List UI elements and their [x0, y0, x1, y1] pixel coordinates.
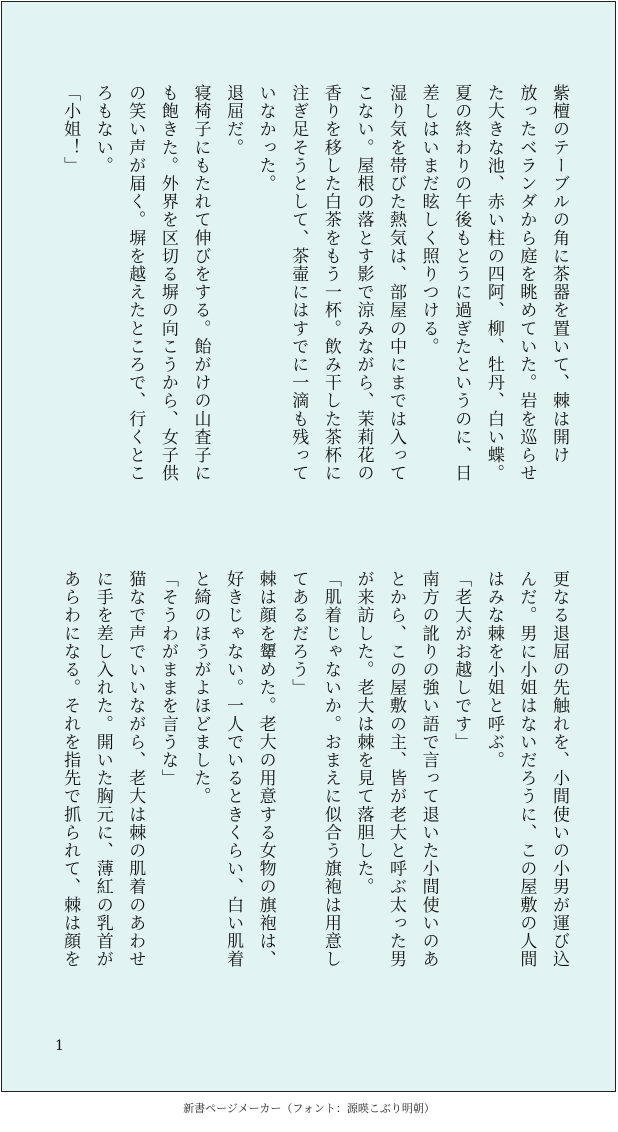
text-line: の笑い声が届く。塀を越えたところで、行くとこ	[125, 84, 146, 483]
text-line: 寝椅子にもたれて伸びをする。飴がけの山査子に	[190, 84, 211, 483]
top-text-block	[54, 84, 576, 534]
text-line: 紫檀のテーブルの角に茶器を置いて、棘は開け	[549, 84, 569, 465]
text-line: こない。屋根の落とす影で涼みながら、茉莉花の	[353, 84, 374, 483]
text-line: に手を差し入れた。開いた胸元に、薄紅の乳首が	[92, 570, 113, 969]
text-line: あらわになる。それを指先で抓られて、棘は顔を	[60, 570, 81, 969]
text-line: が来訪した。老大は棘を見て落胆した。	[353, 570, 374, 896]
text-line: 「老大がお越しです」	[451, 570, 472, 751]
text-line: 南方の訛りの強い語で言って退いた小間使いのあ	[418, 570, 439, 969]
text-line: た大きな池、赤い柱の四阿、柳、牡丹、白い蝶。	[483, 84, 504, 483]
text-line: いなかった。	[255, 84, 276, 193]
text-line: 香りを移した白茶をもう一杯。飲み干した茶杯に	[320, 84, 341, 483]
text-line: 放ったベランダから庭を眺めていた。岩を巡らせ	[516, 84, 537, 483]
page-number: 1	[55, 1038, 64, 1054]
footer-caption: 新書ページメーカー（フォント：源暎こぶり明朝）	[183, 1102, 435, 1115]
text-line: 夏の終わりの午後もとうに過ぎたというのに、日	[451, 84, 472, 483]
text-line: てあるだろう」	[288, 570, 309, 697]
bottom-text-block	[54, 570, 576, 1020]
text-line: 更なる退屈の先触れを、小間使いの小男が運び込	[549, 570, 569, 969]
text-line: んだ。男に小姐はないだろうに、この屋敷の人間	[516, 570, 537, 969]
text-line: 「そうわがままを言うな」	[157, 570, 178, 788]
text-line: 差しはいまだ眩しく照りつける。	[418, 84, 439, 356]
text-line: 退屈だ。	[223, 84, 244, 157]
text-line: 棘は顔を顰めた。老大の用意する女物の旗袍は、	[255, 570, 276, 969]
text-line: 湿り気を帯びた熱気は、部屋の中にまでは入って	[386, 84, 407, 483]
text-line: 好きじゃない。一人でいるときくらい、白い肌着	[223, 570, 244, 969]
text-line: と綺のほうがよほどました。	[190, 570, 211, 806]
text-line: も飽きた。外界を区切る塀の向こうから、女子供	[157, 84, 178, 483]
manuscript-page	[1, 1, 616, 1092]
text-line: 「肌着じゃないか。おまえに似合う旗袍は用意し	[320, 570, 341, 969]
text-line: ろもない。	[92, 84, 113, 175]
text-line: はみな棘を小姐と呼ぶ。	[483, 570, 504, 770]
text-line: 「小姐！」	[60, 84, 81, 175]
text-line: 猫なで声でいいながら、老大は棘の肌着のあわせ	[125, 570, 146, 969]
text-line: 注ぎ足そうとして、茶壷にはすでに一滴も残って	[288, 84, 309, 483]
text-line: とから、この屋敷の主、皆が老大と呼ぶ太った男	[386, 570, 407, 969]
